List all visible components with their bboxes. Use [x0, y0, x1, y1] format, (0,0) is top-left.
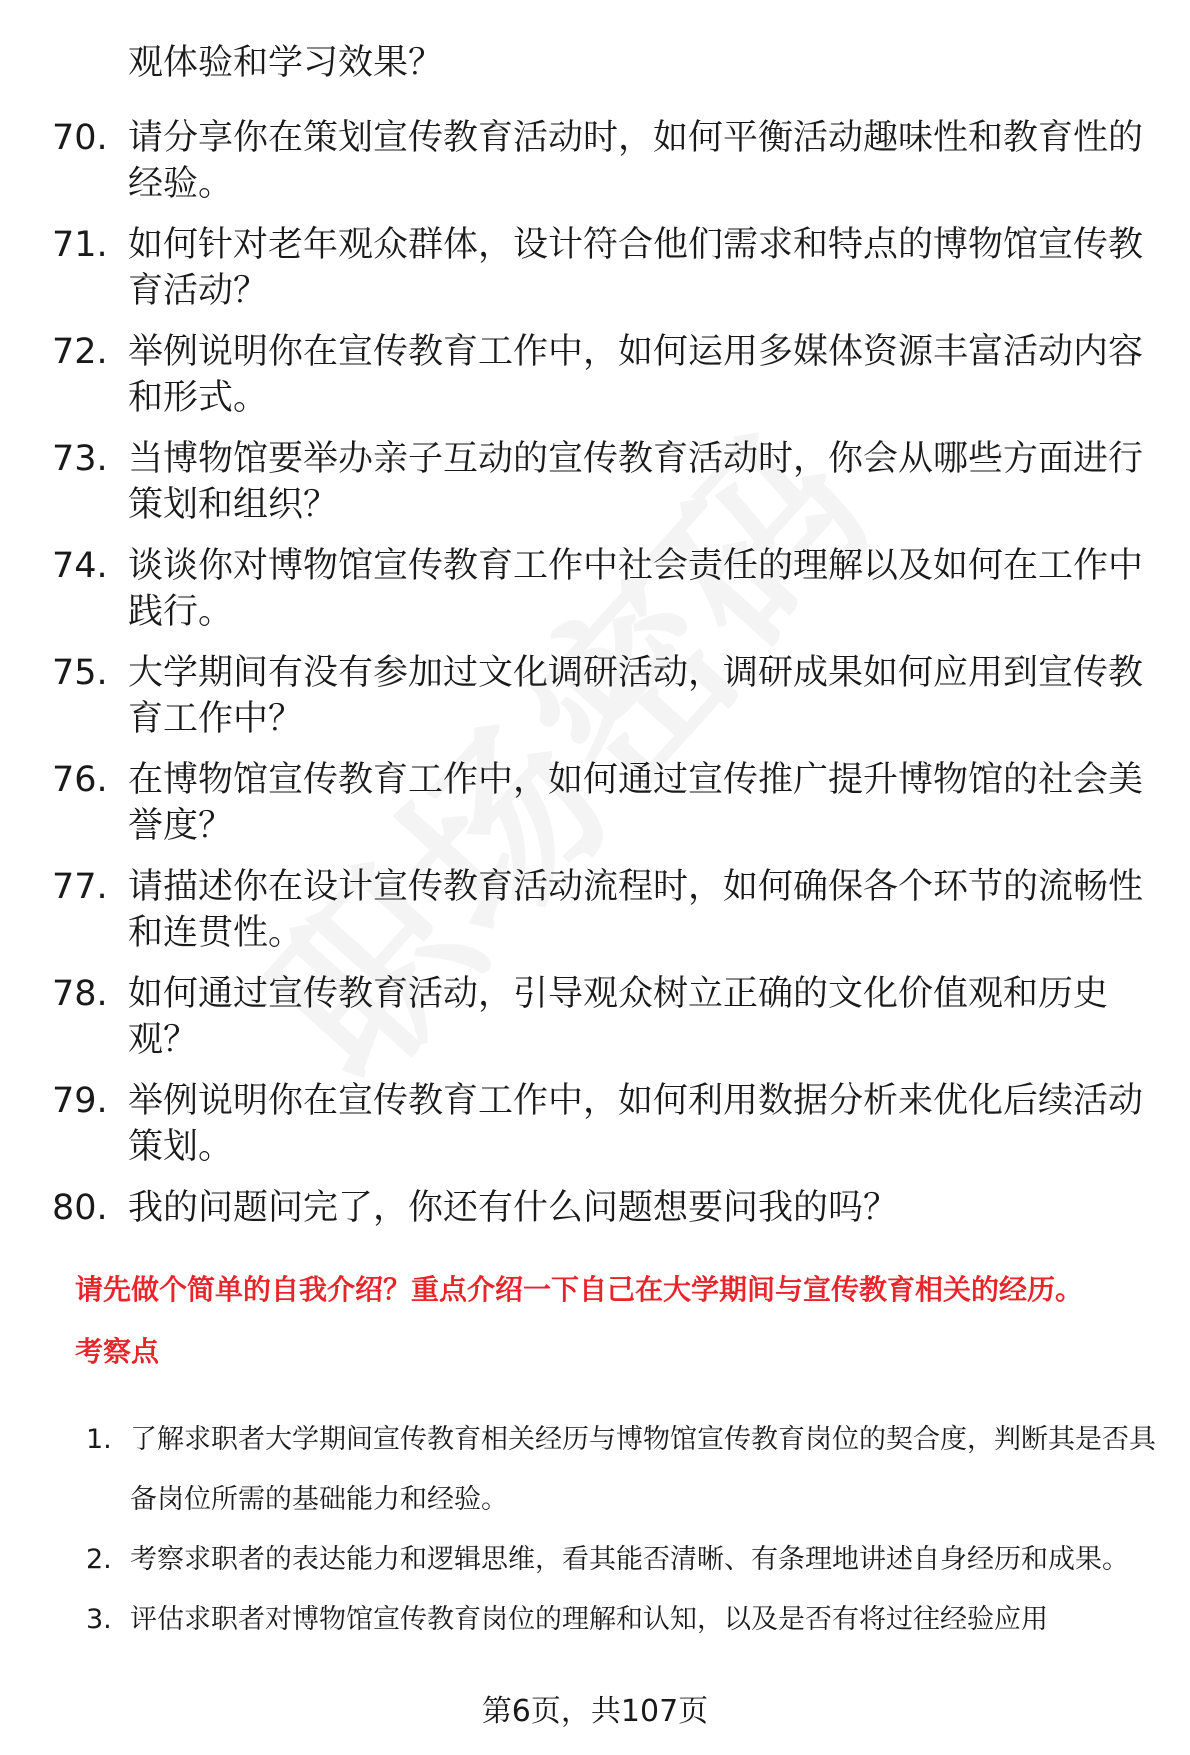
question-number: 77. [52, 867, 108, 907]
question-text: 如何针对老年观众群体，设计符合他们需求和特点的博物馆宣传教育活动？ [128, 225, 1144, 311]
list-item [52, 115, 1152, 207]
list-item [86, 1530, 1160, 1590]
question-text: 我的问题问完了，你还有什么问题想要问我的吗？ [128, 1188, 899, 1228]
question-text: 大学期间有没有参加过文化调研活动，调研成果如何应用到宣传教育工作中？ [128, 653, 1144, 739]
question-number: 71. [52, 225, 108, 265]
list-item [52, 222, 1152, 314]
point-text: 考察求职者的表达能力和逻辑思维，看其能否清晰、有条理地讲述自身经历和成果。 [130, 1544, 1129, 1575]
point-number: 3. [86, 1604, 112, 1635]
point-number: 1. [86, 1424, 112, 1455]
list-item [52, 864, 1152, 956]
question-text: 在博物馆宣传教育工作中，如何通过宣传推广提升博物馆的社会美誉度？ [128, 760, 1144, 846]
list-item [52, 1078, 1152, 1170]
list-item [52, 757, 1152, 849]
question-number: 70. [52, 118, 108, 158]
question-list [52, 115, 1152, 1246]
list-item [52, 971, 1152, 1063]
question-number: 78. [52, 974, 108, 1014]
question-text: 请描述你在设计宣传教育活动流程时，如何确保各个环节的流畅性和连贯性。 [128, 867, 1144, 953]
question-number: 76. [52, 760, 108, 800]
list-item [52, 1185, 1152, 1231]
list-item [86, 1590, 1160, 1650]
question-number: 74. [52, 546, 108, 586]
list-item [52, 329, 1152, 421]
question-number: 80. [52, 1188, 108, 1228]
point-number: 2. [86, 1544, 112, 1575]
list-item [52, 436, 1152, 528]
question-text: 举例说明你在宣传教育工作中，如何利用数据分析来优化后续活动策划。 [128, 1081, 1144, 1167]
point-text: 评估求职者对博物馆宣传教育岗位的理解和认知，以及是否有将过往经验应用 [130, 1604, 1048, 1635]
question-text: 当博物馆要举办亲子互动的宣传教育活动时，你会从哪些方面进行策划和组织？ [128, 439, 1144, 525]
question-number: 73. [52, 439, 108, 479]
section-subheading: 考察点 [75, 1335, 160, 1368]
page-footer: 第6页，共107页 [481, 1694, 709, 1729]
assessment-points [86, 1410, 1160, 1650]
question-number: 75. [52, 653, 108, 693]
list-item [52, 543, 1152, 635]
question-text: 如何通过宣传教育活动，引导观众树立正确的文化价值观和历史观？ [128, 974, 1109, 1060]
list-item [86, 1410, 1160, 1530]
question-text: 举例说明你在宣传教育工作中，如何运用多媒体资源丰富活动内容和形式。 [128, 332, 1144, 418]
continuation-text: 观体验和学习效果？ [128, 43, 444, 83]
section-heading: 请先做个简单的自我介绍？重点介绍一下自己在大学期间与宣传教育相关的经历。 [75, 1273, 1084, 1306]
list-item [52, 650, 1152, 742]
point-text: 了解求职者大学期间宣传教育相关经历与博物馆宣传教育岗位的契合度，判断其是否具备岗位所需的基础能力和经验。 [130, 1424, 1156, 1515]
question-text: 请分享你在策划宣传教育活动时，如何平衡活动趣味性和教育性的经验。 [128, 118, 1144, 204]
question-text: 谈谈你对博物馆宣传教育工作中社会责任的理解以及如何在工作中践行。 [128, 546, 1144, 632]
question-number: 72. [52, 332, 108, 372]
question-number: 79. [52, 1081, 108, 1121]
